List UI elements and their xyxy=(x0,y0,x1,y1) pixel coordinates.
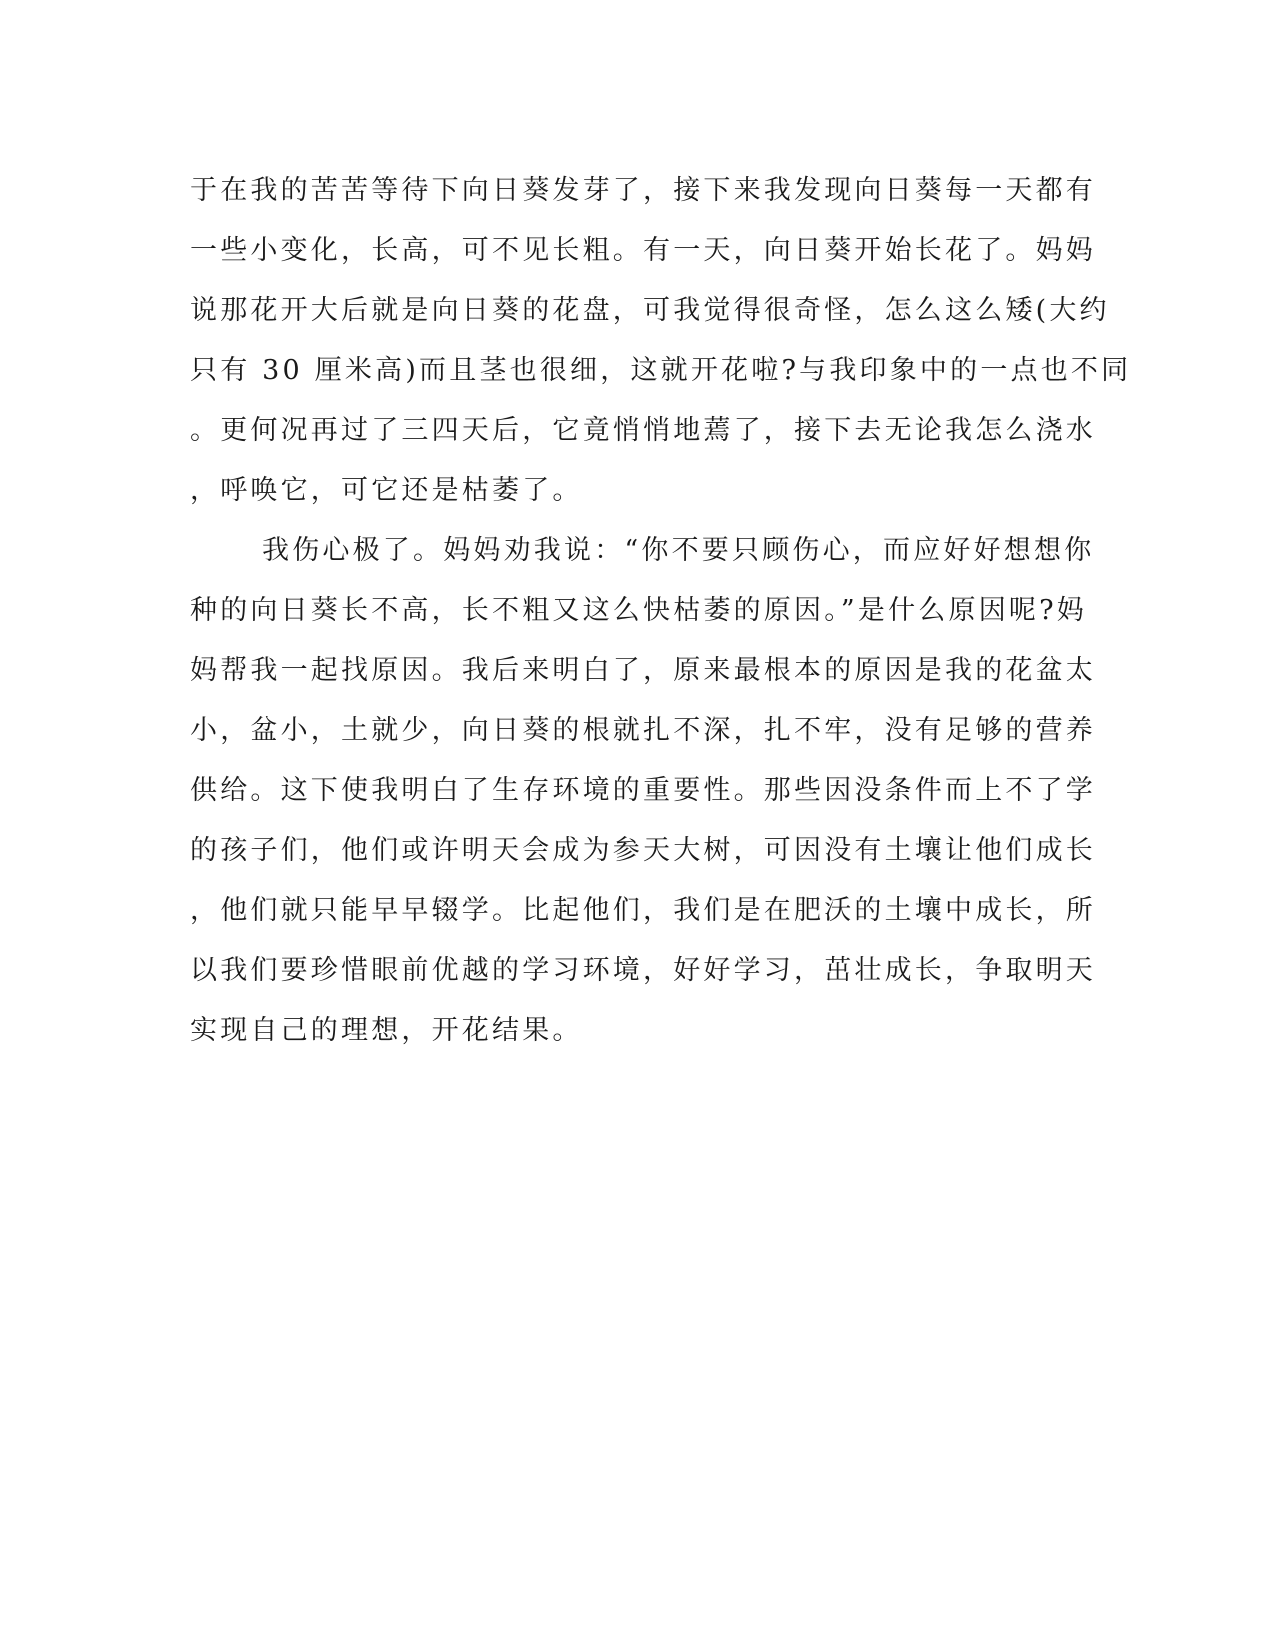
text-line: 供给。这下使我明白了生存环境的重要性。那些因没条件而上不了学 xyxy=(190,775,1096,806)
paragraph-1 xyxy=(190,161,1132,521)
text-line: 于在我的苦苦等待下向日葵发芽了，接下来我发现向日葵每一天都有 xyxy=(190,175,1096,206)
text-line: 种的向日葵长不高，长不粗又这么快枯萎的原因。”是什么原因呢?妈 xyxy=(190,595,1087,626)
body-text xyxy=(190,161,1132,1061)
text-line: 妈帮我一起找原因。我后来明白了，原来最根本的原因是我的花盆太 xyxy=(190,655,1096,686)
text-line: ，呼唤它，可它还是枯萎了。 xyxy=(190,475,583,506)
text-line: 小，盆小，土就少，向日葵的根就扎不深，扎不牢，没有足够的营养 xyxy=(190,715,1096,746)
text-line: 的孩子们，他们或许明天会成为参天大树，可因没有土壤让他们成长 xyxy=(190,835,1096,866)
text-line: 只有 30 厘米高)而且茎也很细，这就开花啦?与我印象中的一点也不同 xyxy=(190,355,1132,386)
text-line: 。更何况再过了三四天后，它竟悄悄地蔫了，接下去无论我怎么浇水 xyxy=(190,415,1096,446)
text-line: 一些小变化，长高，可不见长粗。有一天，向日葵开始长花了。妈妈 xyxy=(190,235,1096,266)
text-line: 说那花开大后就是向日葵的花盘，可我觉得很奇怪，怎么这么矮(大约 xyxy=(190,295,1110,326)
text-line: ，他们就只能早早辍学。比起他们，我们是在肥沃的土壤中成长，所 xyxy=(190,895,1096,926)
text-line: 我伤心极了。妈妈劝我说：“你不要只顾伤心，而应好好想想你 xyxy=(262,535,1095,566)
text-line: 实现自己的理想，开花结果。 xyxy=(190,1015,583,1046)
text-line: 以我们要珍惜眼前优越的学习环境，好好学习，茁壮成长，争取明天 xyxy=(190,955,1096,986)
paragraph-2 xyxy=(190,521,1096,1061)
